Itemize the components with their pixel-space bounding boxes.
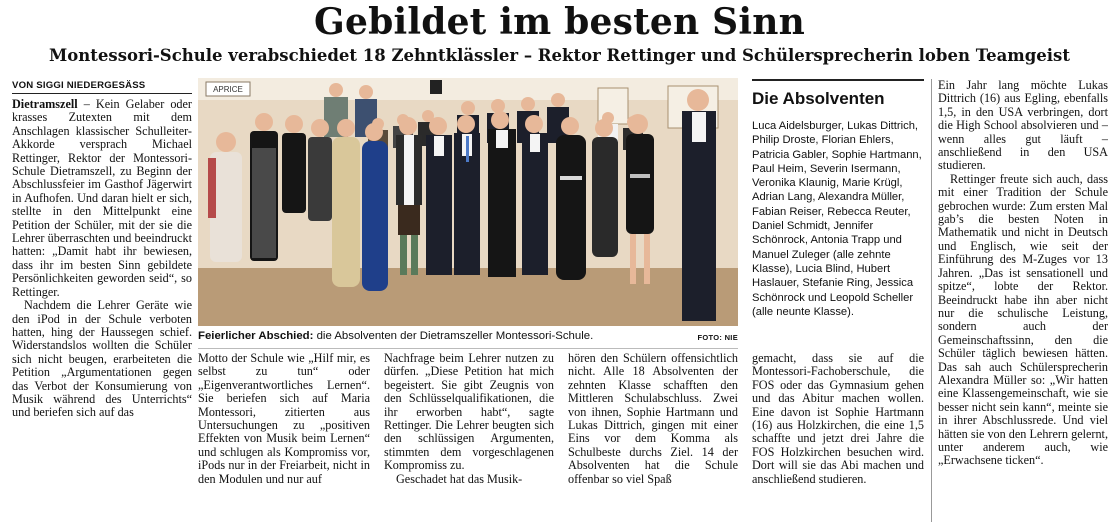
- article-column-2: [198, 352, 370, 522]
- photo-ceiling: [198, 78, 738, 100]
- article-column-3: [384, 352, 554, 522]
- article-column-5: [752, 352, 924, 522]
- photo-credit: FOTO: NIE: [697, 333, 738, 342]
- dateline: Dietramszell: [12, 98, 78, 111]
- photo-caption: [198, 329, 738, 343]
- caption-lead: Feierlicher Abschied:: [198, 330, 314, 342]
- sidebar-rule: [752, 79, 924, 81]
- caption-rule: [198, 348, 738, 349]
- byline: VON SIGGI NIEDERGESÄSS: [12, 80, 146, 91]
- photo-sign-text: APRICE: [213, 85, 243, 94]
- article-column-6: [938, 79, 1108, 522]
- byline-rule: [12, 93, 192, 94]
- paragraph: hören den Schülern offensichtlich nicht. Alle 18 Absolventen der zehnten Klasse schafften den Mittleren Schulabschluss. Zwei von ihnen, Sophie Hartmann und Lukas Dittrich, gingen mit einer Eins vor dem Komma als Schulbeste durchs Ziel. 14 der Absolventen hat die Schule offenbar so viel Spaß: [568, 352, 738, 486]
- group-photo: [198, 78, 738, 326]
- paragraph: Nachfrage beim Lehrer nutzen zu dürfen. „Diese Petition hat mich begeistert. Sie gibt Zeugnis von den Schlüsselqualifikationen, die ihr erworben habt“, sagte Rettinger. Die Lehrer beugten sich den schlüssigen Argumenten, stimmten dem vorgeschlagenen Kompromiss zu.: [384, 352, 554, 473]
- article-column-4: [568, 352, 738, 522]
- paragraph: Rettinger freute sich auch, dass mit einer Tradition der Schule gebrochen wurde: Zum ersten Mal gab’s die besten Noten in Mathematik und nicht in Deutsch und Englisch, wie seit der Einführung des M-Zuges vor 13 Jahren. „Das ist sensationell und spitze“, lobte der Rektor. Beeindruckt habe ihn aber nicht nur die schulische Leistung, sondern auch der Gemeinschaftssinn, den die Schüler täglich bewiesen hätten. Das sah auch Schülersprecherin Alexandra Müller so: „Wir hatten eine Klassengemeinschaft, wie sie besser nicht sein kann“, meinte sie in ihrer Abschlussrede. Und viel hätten sie von den Lehrern gelernt, unter anderem auch, wie „Erwachsene ticken“.: [938, 171, 1108, 468]
- headline: Gebildet im besten Sinn: [314, 1, 805, 43]
- photo-speaker: [430, 80, 442, 94]
- lead-text: – Kein Gelaber oder krasses Zutexten mit dem Anschlagen klassischer Schulleiter-Akkorde versprach Michael Rettinger, Rektor der Montessori-Schule Dietramszell, zu Beginn der Abschlussfeier im Gasthof Jägerwirt in Aufhofen. Und daran hielt er sich, stellte in den Mittelpunkt eine Petition der Schüler, mit der sie die Lehrer überraschten und beeindruckt hatten: „Damit habt ihr bewiesen, dass ihr im besten Sinn gebildete Persönlichkeiten geworden seid“, so Rettinger.: [12, 98, 192, 299]
- paragraph: Geschadet hat das Musik-: [396, 471, 523, 486]
- paragraph: Nachdem die Lehrer Geräte wie den iPod in der Schule verboten hatten, hing der Haussegen schief. Widerstandslos wollten die Schüler sich nicht beugen, erarbeiteten die Petition „Argumentationen gegen das Verbot der Konsumierung von Musik während des Unterrichts“ und beriefen sich auf das: [12, 298, 192, 420]
- lead-paragraph: [12, 98, 192, 299]
- paragraph: Ein Jahr lang möchte Lukas Dittrich (16) aus Egling, ebenfalls 1,5, in den USA verbringen, dort die High School absolvieren und – wenn alles gut läuft – anschließend in den USA studieren.: [938, 79, 1108, 173]
- group-photo-illustration: [198, 78, 738, 326]
- caption-text: die Absolventen der Dietramszeller Montessori-Schule.: [313, 330, 594, 342]
- sidebar-title: Die Absolventen: [752, 89, 885, 108]
- photo-floor: [198, 268, 738, 326]
- article-column-1: [12, 98, 192, 522]
- paragraph: gemacht, dass sie auf die Montessori-Fachoberschule, die FOS oder das Gymnasium gehen und das Abitur machen wollen. Eine davon ist Sophie Hartmann (16) aus Holzkirchen, die eine 1,5 schaffte und jetzt drei Jahre die FOS Holzkirchen besuchen wird. Dort will sie das Abi machen und anschließend studieren.: [752, 352, 924, 486]
- sidebar-text: Luca Aidelsburger, Lukas Dittrich, Philip Droste, Florian Ehlers, Patricia Gabler, Sophie Hartmann, Paul Heim, Severin Isermann, Veronika Klaunig, Marie Krügl, Adrian Lang, Alexandra Müller, Fabian Reiser, Rebecca Reuter, Daniel Schmidt, Jennifer Schönrock, Antonia Trapp und Manuel Zuleger (alle zehnte Klasse), Lucia Blind, Hubert Haslauer, Stefanie Ring, Jessica Schönrock und Leopold Scheller (alle neunte Klasse).: [752, 120, 922, 318]
- paragraph: Motto der Schule wie „Hilf mir, es selbst zu tun“ oder „Eigenverantwortliches Lernen“. Sie beriefen sich auf Maria Montessori, zitierten aus Untersuchungen zu „positiven Effekten von Musik beim Lernen“ und schlugen als Kompromiss vor, iPods nur in der Freiarbeit, nicht in den Modulen und nur auf: [198, 352, 370, 486]
- column-divider: [931, 79, 932, 522]
- subheadline: Montessori-Schule verabschiedet 18 Zehntklässler – Rektor Rettinger und Schülersprecherin loben Teamgeist: [49, 46, 1070, 65]
